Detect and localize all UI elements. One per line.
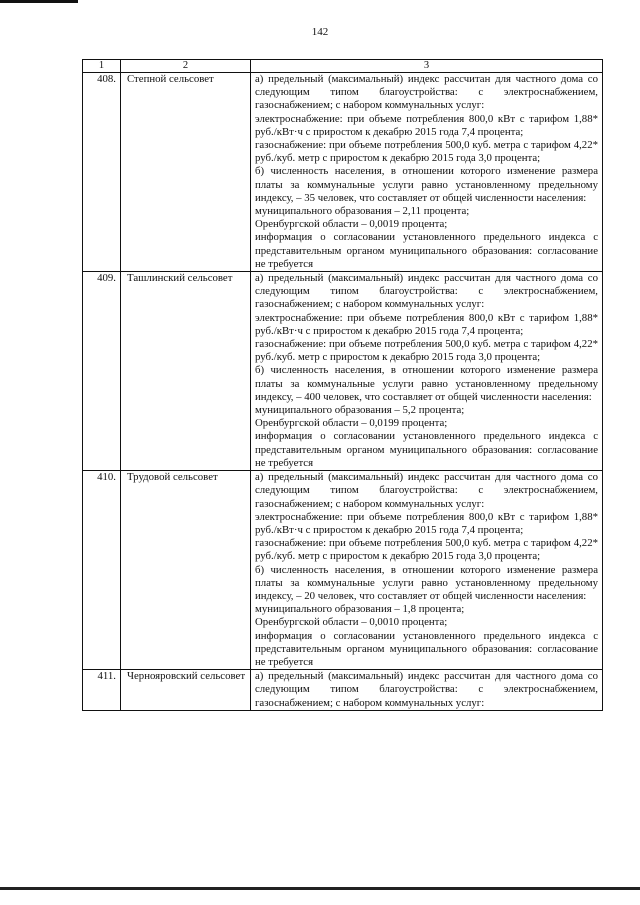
row-number: 411. [83,670,121,711]
index-description [251,471,603,670]
header-cell: 2 [121,60,251,73]
description-paragraph: б) численность населения, в отношении которого изменение размера платы за коммунальные услуги равно установленному предельному индексу, – 20 человек, что составляет от общей численности населения: [255,563,598,602]
description-paragraph: электроснабжение: при объеме потребления 800,0 кВт с тарифом 1,88* руб./кВт·ч с приростом к декабрю 2015 года 7,4 процента; [255,112,598,138]
index-description [251,272,603,471]
index-description [251,73,603,272]
description-paragraph: информация о согласовании установленного предельного индекса с представительным органом муниципального образования: согласование не требуется [255,629,598,668]
description-paragraph: электроснабжение: при объеме потребления 800,0 кВт с тарифом 1,88* руб./кВт·ч с приростом к декабрю 2015 года 7,4 процента; [255,311,598,337]
settlement-name: Степной сельсовет [121,73,251,272]
description-paragraph: Оренбургской области – 0,0010 процента; [255,616,448,629]
description-paragraph: информация о согласовании установленного предельного индекса с представительным органом муниципального образования: согласование не требуется [255,231,598,270]
description-paragraph: Оренбургской области – 0,0199 процента; [255,417,448,430]
header-cell: 3 [251,60,603,73]
description-paragraph: электроснабжение: при объеме потребления 800,0 кВт с тарифом 1,88* руб./кВт·ч с приростом к декабрю 2015 года 7,4 процента; [255,510,598,536]
table-header-row [83,60,603,73]
table-row [83,670,603,711]
description-paragraph: газоснабжение: при объеме потребления 500,0 куб. метра с тарифом 4,22* руб./куб. метр с приростом к декабрю 2015 года 3,0 процента; [255,537,598,563]
index-description [251,670,603,711]
table-row [83,272,603,471]
header-cell: 1 [83,60,121,73]
description-paragraph: муниципального образования – 5,2 процента; [255,404,465,417]
scan-bottom-edge [0,887,640,890]
description-paragraph: информация о согласовании установленного предельного индекса с представительным органом муниципального образования: согласование не требуется [255,430,598,469]
scan-corner-mark [0,0,78,3]
table-row [83,471,603,670]
row-number: 410. [83,471,121,670]
description-paragraph: а) предельный (максимальный) индекс рассчитан для частного дома со следующим типом благоустройства: с электроснабжением, газоснабжением; с набором коммунальных услуг: [255,73,598,112]
description-paragraph: б) численность населения, в отношении которого изменение размера платы за коммунальные услуги равно установленному предельному индексу, – 35 человек, что составляет от общей численности населения: [255,165,598,204]
settlement-name: Ташлинский сельсовет [121,272,251,471]
page-number: 142 [311,26,329,38]
settlement-name: Трудовой сельсовет [121,471,251,670]
description-paragraph: Оренбургской области – 0,0019 процента; [255,218,448,231]
description-paragraph: б) численность населения, в отношении которого изменение размера платы за коммунальные услуги равно установленному предельному индексу, – 400 человек, что составляет от общей численности населения: [255,364,598,403]
document-table [82,59,603,711]
table-row [83,73,603,272]
row-number: 409. [83,272,121,471]
description-paragraph: муниципального образования – 1,8 процента; [255,603,465,616]
description-paragraph: а) предельный (максимальный) индекс рассчитан для частного дома со следующим типом благоустройства: с электроснабжением, газоснабжением; с набором коммунальных услуг: [255,670,598,709]
description-paragraph: муниципального образования – 2,11 процента; [255,205,470,218]
description-paragraph: а) предельный (максимальный) индекс рассчитан для частного дома со следующим типом благоустройства: с электроснабжением, газоснабжением; с набором коммунальных услуг: [255,272,598,311]
row-number: 408. [83,73,121,272]
description-paragraph: а) предельный (максимальный) индекс рассчитан для частного дома со следующим типом благоустройства: с электроснабжением, газоснабжением; с набором коммунальных услуг: [255,471,598,510]
settlement-name: Чернояровский сельсовет [121,670,251,711]
description-paragraph: газоснабжение: при объеме потребления 500,0 куб. метра с тарифом 4,22* руб./куб. метр с приростом к декабрю 2015 года 3,0 процента; [255,139,598,165]
description-paragraph: газоснабжение: при объеме потребления 500,0 куб. метра с тарифом 4,22* руб./куб. метр с приростом к декабрю 2015 года 3,0 процента; [255,338,598,364]
